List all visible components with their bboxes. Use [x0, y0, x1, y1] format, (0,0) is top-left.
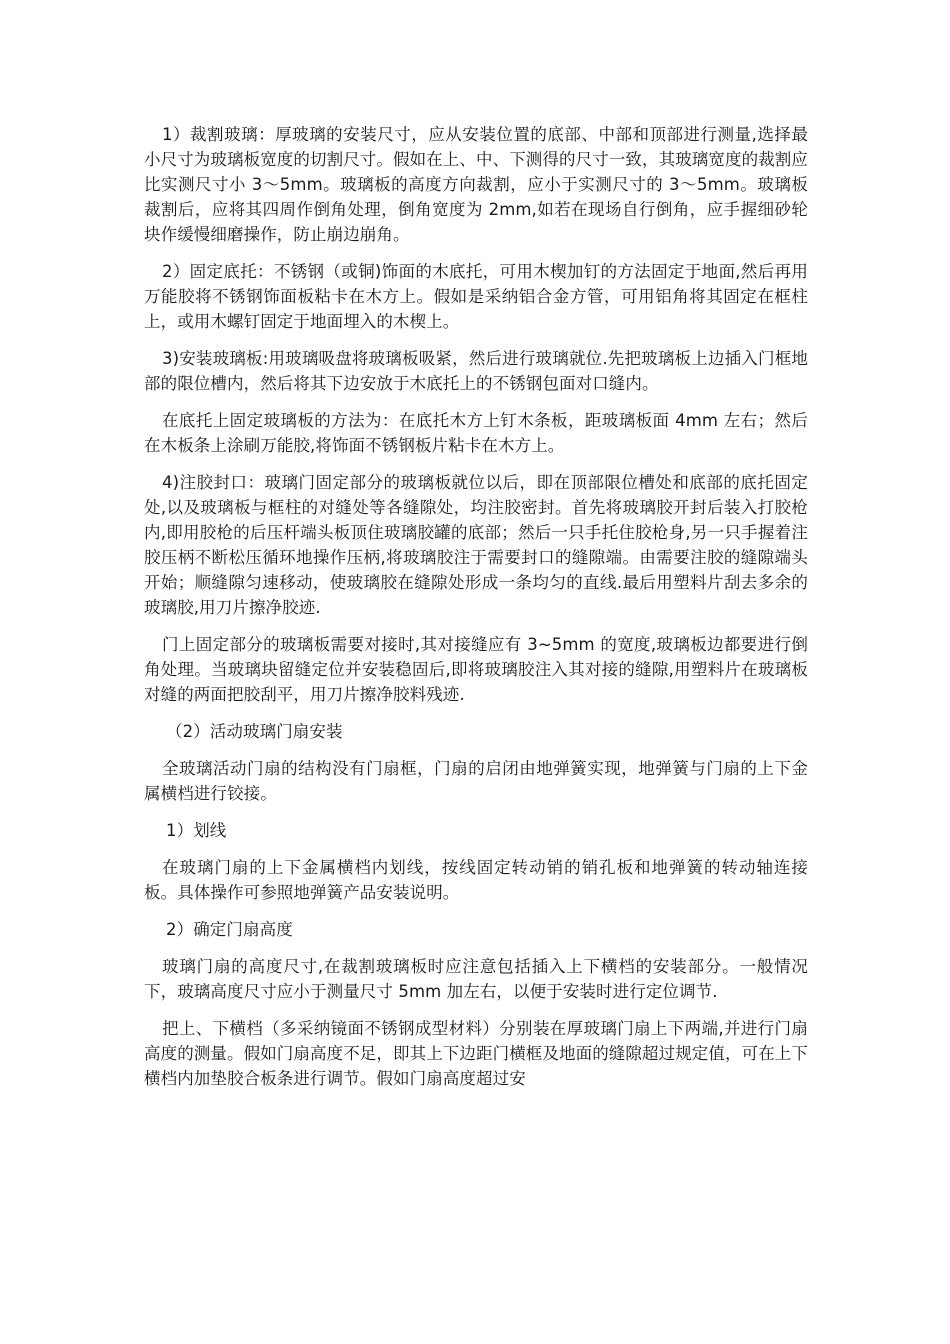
paragraph-joint: 门上固定部分的玻璃板需要对接时,其对接缝应有 3~5mm 的宽度,玻璃板边都要进行倒角处理。当玻璃块留缝定位并安装稳固后,即将玻璃胶注入其对接的缝隙,用塑料片在玻璃板对缝的两面把胶刮平，用刀片擦净胶料残迹. [144, 635, 808, 704]
subheading-door-height: 2）确定门扇高度 [166, 920, 293, 939]
paragraph-marking: 在玻璃门扇的上下金属横档内划线，按线固定转动销的销孔板和地弹簧的转动轴连接板。具体操作可参照地弹簧产品安装说明。 [144, 858, 808, 902]
paragraph-movable-structure: 全玻璃活动门扇的结构没有门扇框，门扇的启闭由地弹簧实现，地弹簧与门扇的上下金属横档进行铰接。 [144, 759, 808, 803]
section-heading-movable-door: （2）活动玻璃门扇安装 [166, 722, 343, 741]
paragraph-fix-base: 2）固定底托：不锈钢（或铜)饰面的木底托，可用木楔加钉的方法固定于地面,然后再用万能胶将不锈钢饰面板粘卡在木方上。假如是采纳铝合金方管，可用铝角将其固定在框柱上，或用木螺钉固定于地面埋入的木楔上。 [144, 262, 808, 331]
paragraph-door-height: 玻璃门扇的高度尺寸,在裁割玻璃板时应注意包括插入上下横档的安装部分。一般情况下，玻璃高度尺寸应小于测量尺寸 5mm 加左右，以便于安装时进行定位调节. [144, 957, 808, 1001]
paragraph-cut-glass: 1）裁割玻璃：厚玻璃的安装尺寸，应从安装位置的底部、中部和顶部进行测量,选择最小尺寸为玻璃板宽度的切割尺寸。假如在上、中、下测得的尺寸一致，其玻璃宽度的裁割应比实测尺寸小 3～5mm。玻璃板的高度方向裁割，应小于实测尺寸的 3～5mm。玻璃板裁割后，应将其四周作倒角处理，倒角宽度为 2mm,如若在现场自行倒角，应手握细砂轮块作缓慢细磨操作，防止崩边崩角。 [144, 125, 808, 244]
subheading-marking: 1）划线 [166, 821, 227, 840]
paragraph-install-glass: 3)安装玻璃板:用玻璃吸盘将玻璃板吸紧，然后进行玻璃就位.先把玻璃板上边插入门框地部的限位槽内，然后将其下边安放于木底托上的不锈钢包面对口缝内。 [144, 349, 808, 393]
paragraph-seal-glue: 4)注胶封口：玻璃门固定部分的玻璃板就位以后，即在顶部限位槽处和底部的底托固定处,以及玻璃板与框柱的对缝处等各缝隙处，均注胶密封。首先将玻璃胶开封后装入打胶枪内,即用胶枪的后压杆端头板顶住玻璃胶罐的底部；然后一只手托住胶枪身,另一只手握着注胶压柄不断松压循环地操作压柄,将玻璃胶注于需要封口的缝隙端。由需要注胶的缝隙端头开始；顺缝隙匀速移动，使玻璃胶在缝隙处形成一条均匀的直线.最后用塑料片刮去多余的玻璃胶,用刀片擦净胶迹. [144, 473, 808, 617]
paragraph-rails: 把上、下横档（多采纳镜面不锈钢成型材料）分别装在厚玻璃门扇上下两端,并进行门扇高度的测量。假如门扇高度不足，即其上下边距门横框及地面的缝隙超过规定值，可在上下横档内加垫胶合板条进行调节。假如门扇高度超过安 [144, 1019, 808, 1088]
document-body [144, 122, 808, 1103]
paragraph-fix-method: 在底托上固定玻璃板的方法为：在底托木方上钉木条板，距玻璃板面 4mm 左右；然后在木板条上涂刷万能胶,将饰面不锈钢板片粘卡在木方上。 [144, 411, 808, 455]
